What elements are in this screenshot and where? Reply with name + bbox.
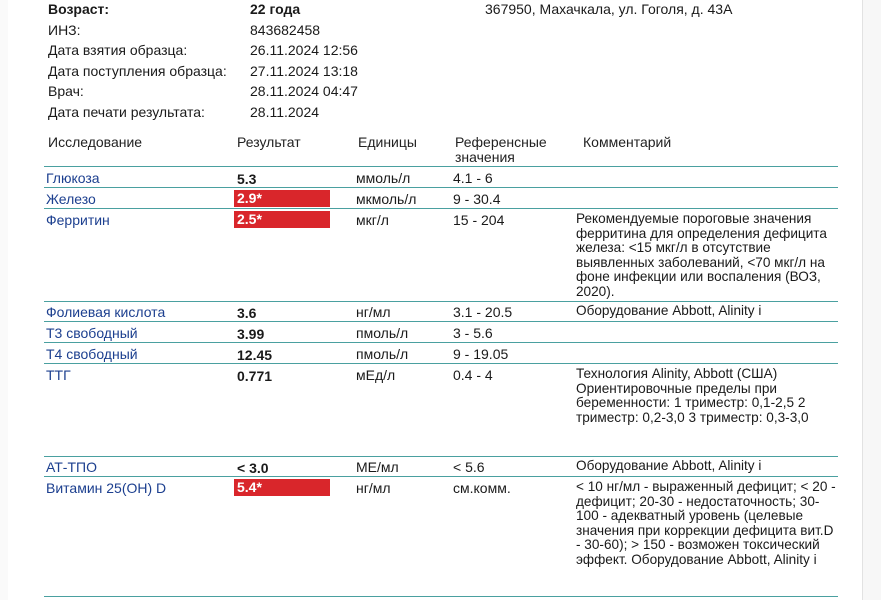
col-header-comment: Комментарий <box>583 134 672 150</box>
doctor-label: Врач: <box>48 83 84 99</box>
flagged-result: 2.5* <box>234 211 330 228</box>
table-rule <box>44 596 838 597</box>
test-name: Т3 свободный <box>46 325 138 341</box>
inz-value: 843682458 <box>250 22 321 38</box>
sample-received-label: Дата поступления образца: <box>48 63 227 79</box>
test-units: мкмоль/л <box>356 191 417 207</box>
col-header-ref-line1: Референсные <box>455 134 547 150</box>
test-result: 5.3 <box>237 171 257 187</box>
sample-received-value: 27.11.2024 13:18 <box>250 63 358 79</box>
flagged-result: 2.9* <box>234 190 330 207</box>
test-result: 3.6 <box>237 305 257 321</box>
lab-address: 367950, Махачкала, ул. Гоголя, д. 43А <box>485 1 733 17</box>
sample-taken-value: 26.11.2024 12:56 <box>250 42 358 58</box>
sample-taken-label: Дата взятия образца: <box>48 42 188 58</box>
test-result: 12.45 <box>237 347 273 363</box>
test-ref: 0.4 - 4 <box>453 367 493 383</box>
test-ref: см.комм. <box>453 480 511 496</box>
test-comment: Оборудование Abbott, Alinity i <box>576 303 762 318</box>
col-header-result: Результат <box>237 134 301 150</box>
test-units: нг/мл <box>356 304 391 320</box>
test-ref: 3 - 5.6 <box>453 325 493 341</box>
test-ref: 9 - 19.05 <box>453 346 509 362</box>
test-units: мЕд/л <box>356 367 396 383</box>
test-comment: < 10 нг/мл - выраженный дефицит; < 20 - дефицит; 20-30 - недостаточность; 30-100 - адекватный уровень (целевые значения при коррекции дефицита вит.D - 30-60); > 150 - возможен токсический эффект. Оборудование Abbott, Alinity i <box>576 479 836 567</box>
table-rule <box>44 208 838 209</box>
test-name: Витамин 25(OH) D <box>46 480 167 496</box>
test-comment: Оборудование Abbott, Alinity i <box>576 458 762 473</box>
test-result: 0.771 <box>237 368 273 384</box>
test-name: ТТГ <box>46 367 71 383</box>
doctor-value: 28.11.2024 04:47 <box>250 83 358 99</box>
table-rule <box>44 456 838 457</box>
col-header-units: Единицы <box>358 134 417 150</box>
test-ref: 15 - 204 <box>453 212 505 228</box>
page-right-edge <box>862 0 881 600</box>
print-date-value: 28.11.2024 <box>250 104 320 120</box>
table-rule <box>44 363 838 364</box>
test-name: Фолиевая кислота <box>46 304 166 320</box>
table-rule <box>44 166 838 167</box>
test-comment: Рекомендуемые пороговые значения ферритина для определения дефицита железа: <15 мкг/л в отсутствие выявленных заболеваний, <70 мкг/л на фоне инфекции или воспаления (ВОЗ, 2020). <box>576 211 827 299</box>
test-name: Глюкоза <box>46 170 100 186</box>
col-header-ref-line2: значения <box>455 149 515 165</box>
test-comment: Технология Alinity, Abbott (США) Ориентировочные пределы при беременности: 1 триместр: 0,1-2,5 2 триместр: 0,2-3,0 3 триместр: 0,3-3,0 <box>576 366 809 425</box>
test-units: МЕ/мл <box>356 459 399 475</box>
test-name: Т4 свободный <box>46 346 138 362</box>
test-units: пмоль/л <box>356 325 409 341</box>
test-ref: 3.1 - 20.5 <box>453 304 513 320</box>
page-left-edge <box>0 0 8 600</box>
test-ref: < 5.6 <box>453 459 485 475</box>
table-rule <box>44 342 838 343</box>
table-rule <box>44 321 838 322</box>
age-value: 22 года <box>250 1 301 17</box>
test-units: нг/мл <box>356 480 391 496</box>
test-name: Ферритин <box>46 212 110 228</box>
table-rule <box>44 476 838 477</box>
flagged-result: 5.4* <box>234 479 330 496</box>
age-label: Возраст: <box>48 1 110 17</box>
test-ref: 9 - 30.4 <box>453 191 501 207</box>
test-ref: 4.1 - 6 <box>453 170 493 186</box>
table-rule <box>44 187 838 188</box>
test-units: ммоль/л <box>356 170 411 186</box>
print-date-label: Дата печати результата: <box>48 104 205 120</box>
col-header-test: Исследование <box>48 134 143 150</box>
test-units: мкг/л <box>356 212 389 228</box>
table-rule <box>44 301 838 302</box>
test-name: АТ-ТПО <box>46 459 97 475</box>
test-name: Железо <box>46 191 96 207</box>
test-units: пмоль/л <box>356 346 409 362</box>
inz-label: ИНЗ: <box>48 22 81 38</box>
test-result: 3.99 <box>237 326 265 342</box>
test-result: < 3.0 <box>237 460 269 476</box>
